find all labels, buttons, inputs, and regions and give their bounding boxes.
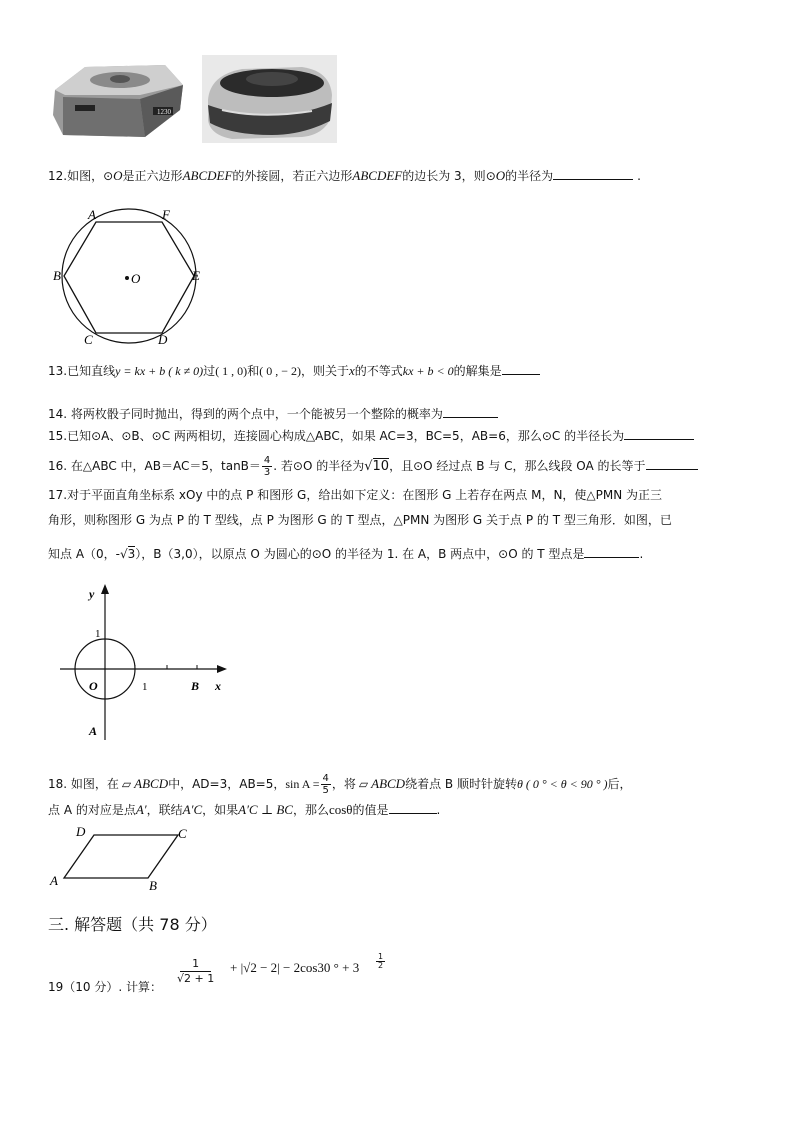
answer-blank[interactable] xyxy=(389,801,437,814)
robot-photo-2 xyxy=(202,55,337,143)
parallelogram-figure xyxy=(48,823,198,893)
coordinate-figure xyxy=(55,580,230,745)
svg-text:C: C xyxy=(178,826,187,841)
question-13: 13.已知直线y = kx + b ( k ≠ 0)过( 1 , 0)和( 0 , − 2)，则关于x的不等式kx + b < 0的解集是 xyxy=(48,362,540,379)
answer-blank[interactable] xyxy=(584,545,639,558)
question-12: 12.如图，⊙O是正六边形ABCDEF的外接圆，若正六边形ABCDEF的边长为 3，则⊙O的半径为 . xyxy=(48,168,641,183)
answer-blank[interactable] xyxy=(624,427,694,440)
question-15: 15.已知⊙A、⊙B、⊙C 两两相切，连接圆心构成△ABC，如果 AC=3，BC=5，AB=6，那么⊙C 的半径长为 xyxy=(48,427,694,444)
svg-text:B: B xyxy=(191,679,200,693)
exponent-1-2: $\frac{1}{2}$ xyxy=(378,952,384,970)
question-18-line2: 点 A 的对应是点A′，联结A′C，如果A′C ⊥ BC，那么cosθ的值是 . xyxy=(48,802,441,817)
robot-badge-text: 1230 xyxy=(157,108,171,116)
svg-text:y: y xyxy=(89,587,95,601)
fraction-4-3: $\frac{4}{3}$ xyxy=(263,455,271,478)
hexagon-figure xyxy=(50,205,210,345)
svg-text:B: B xyxy=(53,268,61,283)
question-18-line1: 18. 如图，在 ▱ ABCD中，AD=3，AB=5，sin A = $\frac{4}{5}$ ，将 ▱ ABCD绕着点 B 顺时针旋转θ ( 0 ° < θ < 90 ° )后， xyxy=(48,773,632,796)
svg-text:O: O xyxy=(131,271,141,286)
question-17-line2: 角形，则称图形 G 为点 P 的 T 型线，点 P 为图形 G 的 T 型点，△PMN 为图形 G 关于点 P 的 T 型三角形．如图，已 xyxy=(48,513,672,527)
svg-text:C: C xyxy=(84,332,93,345)
question-17-line3: 知点 A（0，-√3），B（3,0），以原点 O 为圆心的⊙O 的半径为 1. 在 A，B 两点中，⊙O 的 T 型点是 . xyxy=(48,547,644,561)
sqrt-3: √3 xyxy=(120,547,136,561)
answer-blank[interactable] xyxy=(502,362,540,375)
svg-text:O: O xyxy=(89,679,98,693)
fraction-1-over-sqrt2-plus-1: $\frac{1}{√2 + 1}$ xyxy=(177,957,215,985)
question-16: 16. 在△ABC 中，AB＝AC＝5，tanB＝ $\frac{4}{3}$ . 若⊙O 的半径为√10，且⊙O 经过点 B 与 C，那么线段 OA 的长等于 xyxy=(48,455,698,478)
section-title: 三. 解答题（共 78 分） xyxy=(48,915,217,934)
question-14: 14. 将两枚骰子同时抛出，得到的两个点中，一个能被另一个整除的概率为 xyxy=(48,405,498,422)
svg-text:A: A xyxy=(50,873,58,888)
svg-text:x: x xyxy=(215,679,221,693)
answer-blank[interactable] xyxy=(553,167,633,180)
question-17-line1: 17.对于平面直角坐标系 xOy 中的点 P 和图形 G，给出如下定义：在图形 G 上若存在两点 M，N，使△PMN 为正三 xyxy=(48,488,663,502)
sqrt-10: √10 xyxy=(364,459,390,474)
svg-text:D: D xyxy=(158,332,168,345)
svg-text:1: 1 xyxy=(95,628,101,640)
fraction-4-5: $\frac{4}{5}$ xyxy=(322,773,329,796)
svg-text:E: E xyxy=(192,268,200,283)
svg-text:A: A xyxy=(89,724,98,738)
svg-text:D: D xyxy=(76,824,86,839)
svg-text:F: F xyxy=(162,207,170,222)
robot-photo-1 xyxy=(45,55,190,145)
answer-blank[interactable] xyxy=(443,405,498,418)
svg-text:1: 1 xyxy=(142,681,148,693)
svg-text:A: A xyxy=(88,207,96,222)
svg-text:B: B xyxy=(149,878,157,893)
answer-blank[interactable] xyxy=(646,457,698,470)
